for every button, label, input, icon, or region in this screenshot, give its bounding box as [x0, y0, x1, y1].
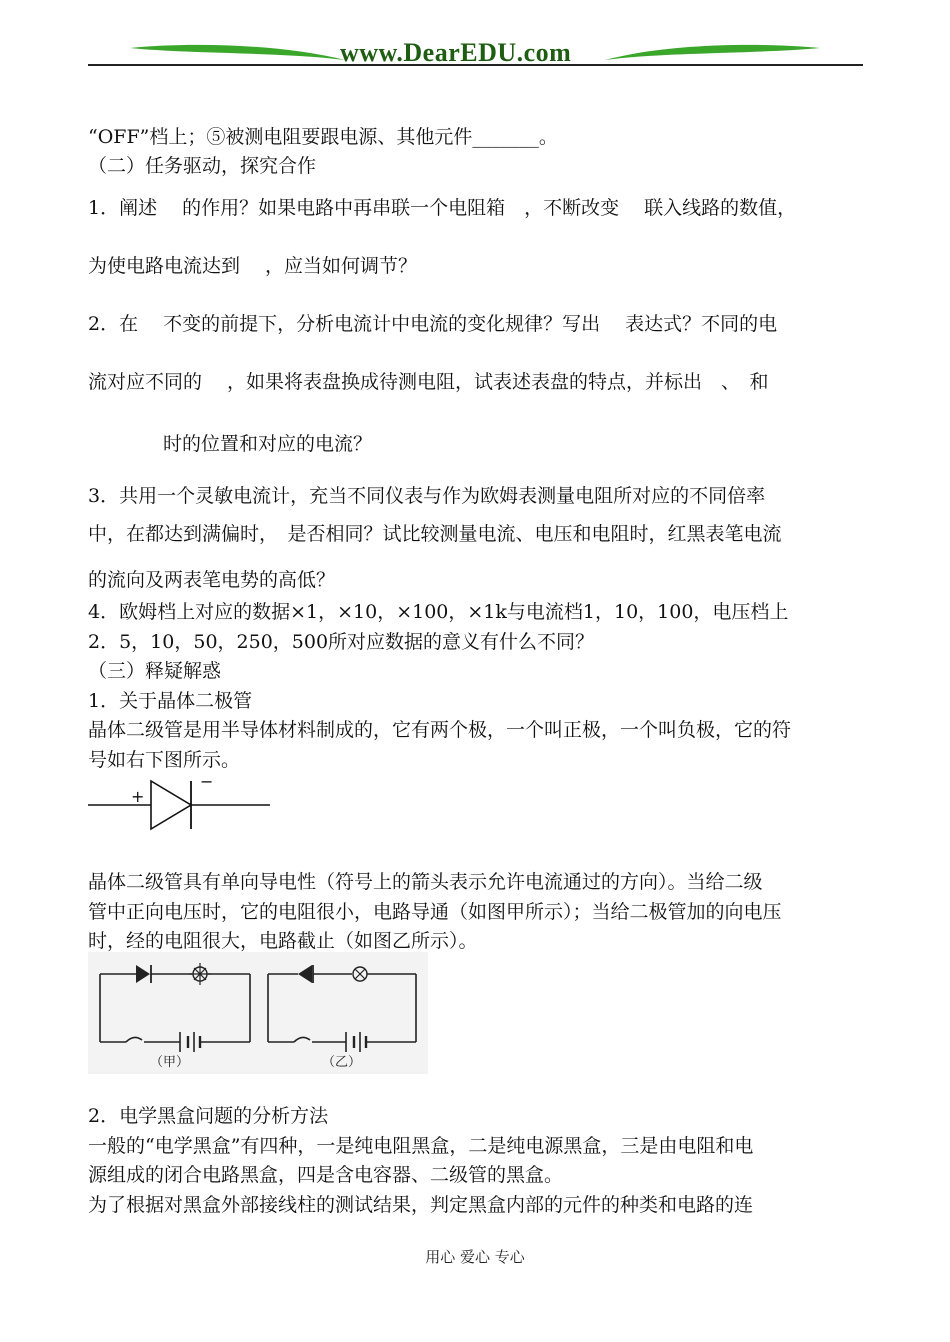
diode-symbol-figure: [88, 775, 273, 835]
header-rule: [88, 64, 863, 66]
circuit-b-label: （乙）: [322, 1055, 362, 1070]
header-swoosh-left: [130, 40, 345, 66]
text-line: 号如右下图所示。: [88, 749, 241, 771]
plus-sign: +: [131, 787, 145, 806]
text-line: 为了根据对黑盒外部接线柱的测试结果，判定黑盒内部的元件的种类和电路的连: [88, 1194, 754, 1216]
text-line: 为使电路电流达到 ，应当如何调节？: [88, 255, 418, 277]
section-heading: （三）释疑解惑: [88, 660, 222, 682]
page-footer: 用心 爱心 专心: [425, 1248, 525, 1266]
circuit-diagrams-figure: [88, 952, 428, 1074]
text-line: “OFF”档上；⑤被测电阻要跟电源、其他元件_______。: [88, 126, 558, 148]
subsection-heading: 2．电学黑盒问题的分析方法: [88, 1105, 329, 1127]
header-swoosh-right: [605, 40, 820, 66]
text-line: 中，在都达到满偏时， 是否相同？试比较测量电流、电压和电阻时，红黑表笔电流: [88, 523, 782, 545]
text-line: 2．5，10，50，250，500所对应数据的意义有什么不同？: [88, 631, 595, 653]
text-line: 4．欧姆档上对应的数据×1，×10，×100，×1k与电流档1，10，100，电压档上: [88, 601, 789, 623]
text-line: 3．共用一个灵敏电流计，充当不同仪表与作为欧姆表测量电阻所对应的不同倍率: [88, 485, 766, 507]
text-line: 流对应不同的 ，如果将表盘换成待测电阻，试表述表盘的特点，并标出 、 和: [88, 371, 769, 393]
text-line: 2．在 不变的前提下，分析电流计中电流的变化规律？写出 表达式？不同的电: [88, 313, 778, 335]
text-line: 时的位置和对应的电流？: [163, 433, 373, 455]
text-line: 一般的“电学黑盒”有四种，一是纯电阻黑盒，二是纯电源黑盒，三是由电阻和电: [88, 1135, 754, 1157]
text-line: 晶体二级管具有单向导电性（符号上的箭头表示允许电流通过的方向）。当给二级: [88, 871, 763, 893]
text-line: 的流向及两表笔电势的高低？: [88, 569, 336, 591]
subsection-heading: 1．关于晶体二极管: [88, 690, 253, 712]
text-line: 管中正向电压时，它的电阻很小，电路导通（如图甲所示）；当给二极管加的向电压: [88, 901, 782, 923]
text-line: 1．阐述 的作用？如果电路中再串联一个电阻箱 ，不断改变 联入线路的数值，: [88, 197, 797, 219]
text-line: 时，经的电阻很大，电路截止（如图乙所示）。: [88, 930, 478, 952]
circuit-a-label: （甲）: [150, 1055, 190, 1070]
site-logo[interactable]: www.DearEDU.com: [340, 38, 572, 67]
text-line: 晶体二级管是用半导体材料制成的，它有两个极，一个叫正极，一个叫负极，它的符: [88, 719, 792, 741]
section-heading: （二）任务驱动，探究合作: [88, 155, 317, 177]
minus-sign: −: [200, 775, 214, 791]
text-line: 源组成的闭合电路黑盒，四是含电容器、二级管的黑盒。: [88, 1164, 564, 1186]
